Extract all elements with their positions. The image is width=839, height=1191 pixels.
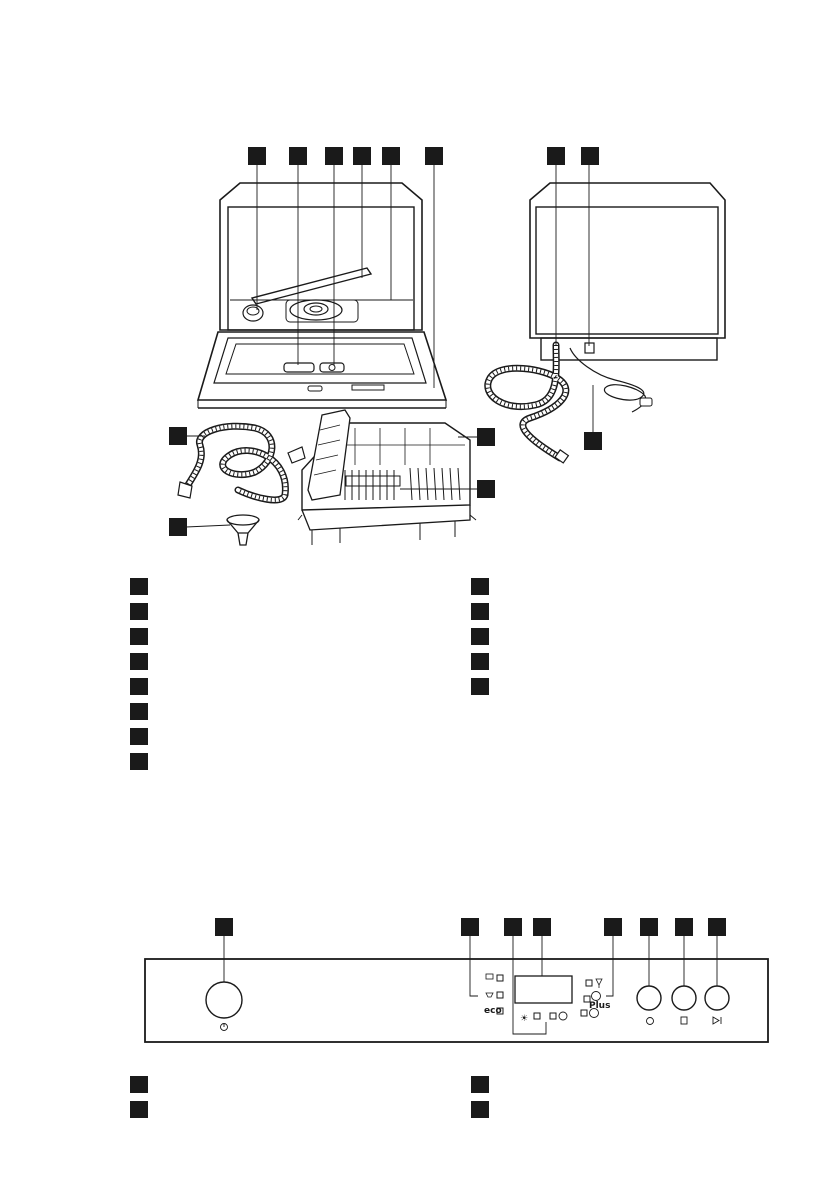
appliance-overview: [169, 147, 725, 545]
legend-marker: [130, 1076, 148, 1093]
programme-icon: [681, 1017, 687, 1024]
callout-marker: [169, 427, 187, 445]
callout-marker: [353, 147, 371, 165]
legend-marker: [471, 653, 489, 670]
water-inlet-valve: [585, 343, 594, 353]
option-indicators: [581, 979, 610, 1018]
sun-icon: ☀: [520, 1014, 529, 1024]
filter: [304, 303, 328, 315]
legend-marker: [130, 1101, 148, 1118]
appliance-callouts: [169, 147, 602, 536]
callout-marker: [708, 918, 726, 936]
legend-marker: [471, 603, 489, 620]
start-pause-button: [705, 986, 729, 1010]
display: [515, 976, 572, 1003]
refresh-icon: [559, 1012, 567, 1020]
salt-funnel: [227, 515, 259, 545]
plus-option-label: Plus: [589, 1001, 611, 1011]
appliance-legend: [130, 578, 489, 770]
callout-marker: [547, 147, 565, 165]
callout-marker: [675, 918, 693, 936]
rating-plate: [352, 385, 384, 390]
panel-leader-lines: [224, 935, 717, 1034]
callout-marker: [325, 147, 343, 165]
eco-programme-label: eco: [484, 1006, 502, 1016]
callout-marker: [504, 918, 522, 936]
display-indicators: [520, 1012, 567, 1024]
control-panel: [145, 959, 768, 1042]
inlet-hose: [178, 426, 305, 500]
option-icon: [592, 992, 601, 1001]
legend-marker: [130, 728, 148, 745]
on-off-button: [206, 982, 242, 1018]
callout-marker: [382, 147, 400, 165]
callout-marker: [584, 432, 602, 450]
legend-marker: [471, 628, 489, 645]
callout-marker: [215, 918, 233, 936]
legend-marker: [471, 578, 489, 595]
dishwasher-front-view: [198, 183, 446, 408]
legend-marker: [471, 1101, 489, 1118]
callout-marker: [461, 918, 479, 936]
legend-marker: [130, 603, 148, 620]
legend-marker: [130, 578, 148, 595]
dishwasher-back-view: [488, 183, 725, 463]
clock-icon: [647, 1018, 654, 1025]
callout-marker: [604, 918, 622, 936]
legend-marker: [130, 628, 148, 645]
cutlery-basket: [308, 410, 350, 500]
callout-marker: [477, 480, 495, 498]
callout-marker: [581, 147, 599, 165]
callout-marker: [640, 918, 658, 936]
power-cable: [570, 348, 646, 412]
panel-callouts: [215, 918, 726, 936]
dish-basket: [298, 410, 476, 545]
legend-marker: [471, 678, 489, 695]
callout-marker: [289, 147, 307, 165]
control-panel-figure: [145, 918, 768, 1042]
callout-marker: [425, 147, 443, 165]
legend-marker: [130, 653, 148, 670]
programme-button: [672, 986, 696, 1010]
callout-marker: [169, 518, 187, 536]
rinse-aid-dispenser: [284, 363, 314, 372]
legend-marker: [130, 753, 148, 770]
control-panel-legend: [130, 1076, 489, 1118]
callout-marker: [477, 428, 495, 446]
programme-indicators: [484, 974, 503, 1016]
legend-marker: [130, 678, 148, 695]
callout-marker: [248, 147, 266, 165]
drain-hose: [488, 345, 569, 463]
callout-marker: [533, 918, 551, 936]
start-pause-icon: [713, 1017, 721, 1024]
delay-start-button: [637, 986, 661, 1010]
legend-marker: [130, 703, 148, 720]
spray-arm: [252, 268, 371, 304]
legend-marker: [471, 1076, 489, 1093]
